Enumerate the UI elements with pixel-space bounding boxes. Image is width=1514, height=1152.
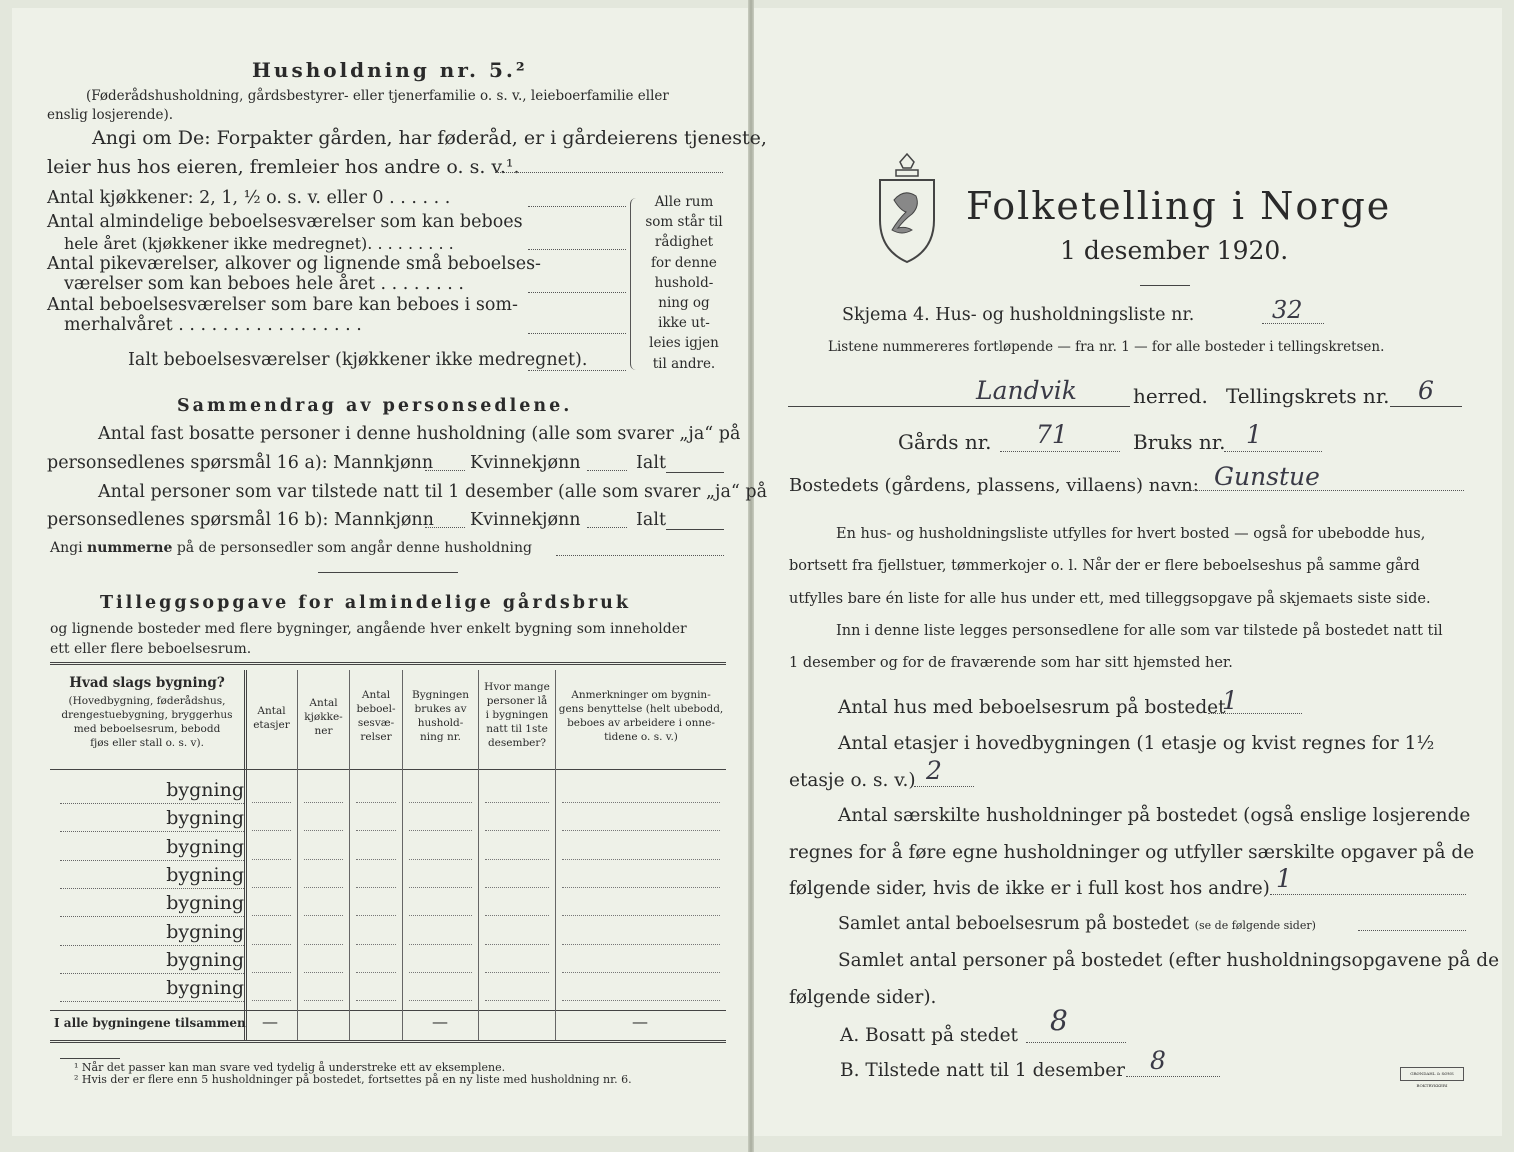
table-cell[interactable] <box>409 915 472 916</box>
table-cell[interactable] <box>485 972 549 973</box>
table-row-building-label: bygning <box>60 949 244 974</box>
total-rooms-note: (se de følgende sider) <box>1194 919 1316 932</box>
summary-line-2: personsedlenes spørsmål 16 a): Mannkjønn <box>47 453 434 473</box>
table-cell[interactable] <box>252 1000 291 1001</box>
summary-title: Sammendrag av personsedlene. <box>177 396 573 416</box>
table-cell[interactable] <box>356 859 396 860</box>
resident-label: A. Bosatt på stedet <box>840 1025 1018 1046</box>
floors-line <box>914 786 974 787</box>
table-cell[interactable] <box>485 802 549 803</box>
total-persons-label-1: Samlet antal personer på bostedet (efter husholdningsopgavene på de <box>838 950 1500 971</box>
floors-label-2: etasje o. s. v.) <box>789 770 916 791</box>
table-cell[interactable] <box>485 859 549 860</box>
table-cell[interactable] <box>485 887 549 888</box>
instruction-1a: En hus- og husholdningsliste utfylles for hvert bosted — også for ubebodde hus, <box>836 526 1426 542</box>
numbers-label-lead: Angi <box>50 540 83 556</box>
th-floors-line: etasjer <box>253 719 290 731</box>
rooms-field-1[interactable] <box>528 249 626 250</box>
kitchens-field[interactable] <box>528 206 626 207</box>
form-title: Folketelling i Norge <box>966 184 1392 228</box>
printer-stamp: GRØNDAHL & SØNS BOKTRYKKERI <box>1400 1067 1464 1081</box>
th-remarks-line: Anmerkninger om bygnin- <box>571 689 711 701</box>
resident-female-label: Kvinnekjønn <box>470 453 581 473</box>
instruction-2a: Inn i denne liste legges personsedlene for alle som var tilstede på bostedet natt til <box>836 623 1443 639</box>
th-persons-line: Hvor mange <box>484 681 550 693</box>
table-total-dash: — <box>632 1012 648 1031</box>
table-cell[interactable] <box>409 887 472 888</box>
table-row-building-label: bygning <box>60 864 244 889</box>
instruction-1b: bortsett fra fjellstuer, tømmerkojer o. l. Når der er flere beboelseshus på samme gård <box>789 558 1420 574</box>
side-note-line: hushold- <box>654 274 714 291</box>
th-rooms-line: relser <box>360 731 392 743</box>
side-note-line: som står til <box>645 214 723 231</box>
rooms-label-3b: merhalvåret . . . . . . . . . . . . . . . . . <box>64 315 362 335</box>
table-cell[interactable] <box>485 944 549 945</box>
households-label-1: Antal særskilte husholdninger på bostedet (også enslige losjerende <box>838 805 1471 826</box>
table-cell[interactable] <box>562 830 720 831</box>
present-label: B. Tilstede natt til 1 desember <box>840 1060 1125 1081</box>
household-intro-2: enslig losjerende). <box>47 107 174 123</box>
table-total-dash: — <box>432 1012 448 1031</box>
table-cell[interactable] <box>304 915 343 916</box>
summary-line-4: personsedlenes spørsmål 16 b): Mannkjønn <box>47 510 434 530</box>
table-cell[interactable] <box>356 830 396 831</box>
table-cell[interactable] <box>562 859 720 860</box>
th-kitchens-line: ner <box>314 725 333 737</box>
footnote-divider <box>60 1058 120 1059</box>
present-female-field[interactable] <box>587 527 627 528</box>
page-fold <box>748 0 754 1152</box>
table-cell[interactable] <box>356 972 396 973</box>
rooms-field-3[interactable] <box>528 333 626 334</box>
households-label-2: regnes for å føre egne husholdninger og utfyller særskilte opgaver på de <box>789 842 1475 863</box>
present-male-field[interactable] <box>425 527 465 528</box>
resident-female-field[interactable] <box>587 470 627 471</box>
th-kind-line: drengestuebygning, bryggerhus <box>61 709 233 721</box>
th-remarks-line: tidene o. s. v.) <box>604 731 678 743</box>
instruction-2b: 1 desember og for de fraværende som har sitt hjemsted her. <box>789 655 1233 671</box>
side-note-line: leies igjen <box>649 335 719 352</box>
schema-number-line <box>1262 323 1324 324</box>
th-used-by <box>403 688 478 744</box>
bruks-line <box>1224 451 1322 452</box>
table-cell[interactable] <box>252 915 291 916</box>
houses-label: Antal hus med beboelsesrum på bostedet <box>838 697 1226 718</box>
rooms-label-2a: Antal pikeværelser, alkover og lignende små beboelses- <box>47 254 541 274</box>
household-title: Husholdning nr. 5.² <box>252 58 528 82</box>
household-question-1: Angi om De: Forpakter gården, har føderåd, er i gårdeierens tjeneste, <box>92 127 767 149</box>
households-label-3: følgende sider, hvis de ikke er i full kost hos andre) <box>789 878 1270 899</box>
table-cell[interactable] <box>409 1000 472 1001</box>
resident-line <box>1026 1042 1126 1043</box>
table-cell[interactable] <box>252 830 291 831</box>
bosted-label: Bostedets (gårdens, plassens, villaens) navn: <box>789 475 1199 496</box>
side-note-line: ikke ut- <box>658 315 710 332</box>
th-kind-desc <box>52 694 242 750</box>
table-total-dash: — <box>262 1012 278 1031</box>
numbers-field[interactable] <box>556 555 724 556</box>
table-cell[interactable] <box>562 915 720 916</box>
table-cell[interactable] <box>304 802 343 803</box>
table-cell[interactable] <box>356 887 396 888</box>
census-date: 1 desember 1920. <box>1060 236 1289 265</box>
rooms-field-2[interactable] <box>528 292 626 293</box>
th-remarks-line: gens benyttelse (helt ubebodd, <box>558 703 724 715</box>
footnote-2: ² Hvis der er flere enn 5 husholdninger på bostedet, fortsettes på en ny liste med husholdning nr. 6. <box>74 1073 632 1086</box>
rooms-label-1b: hele året (kjøkkener ikke medregnet). . . . . . . . . <box>64 234 454 253</box>
table-cell[interactable] <box>252 859 291 860</box>
side-note-line: Alle rum <box>654 194 714 210</box>
table-row-building-label: bygning <box>60 807 244 832</box>
household-intro-1: (Føderådshusholdning, gårdsbestyrer- eller tjenerfamilie o. s. v., leieboerfamilie eller <box>86 88 669 104</box>
th-persons-line: natt til 1ste <box>486 723 548 735</box>
th-remarks <box>556 688 726 744</box>
total-rooms-text: Samlet antal beboelsesrum på bostedet <box>838 914 1190 934</box>
herred-line <box>788 406 1130 407</box>
coat-of-arms-icon <box>872 152 942 264</box>
rooms-label-1a: Antal almindelige beboelsesværelser som kan beboes <box>47 212 523 232</box>
supplement-title: Tilleggsopgave for almindelige gårdsbruk <box>100 593 632 613</box>
table-cell[interactable] <box>562 972 720 973</box>
summary-line-1: Antal fast bosatte personer i denne husholdning (alle som svarer „ja“ på <box>98 424 741 444</box>
gards-line <box>1000 451 1120 452</box>
table-row-building-label: bygning <box>60 921 244 946</box>
krets-value[interactable]: 6 <box>1418 376 1434 405</box>
table-cell[interactable] <box>304 1000 343 1001</box>
table-bottom-border <box>50 1040 726 1043</box>
table-cell[interactable] <box>252 802 291 803</box>
side-note-line: for denne <box>651 254 717 271</box>
supplement-line-1: og lignende bosteder med flere bygninger, angående hver enkelt bygning som inneholder <box>50 621 687 637</box>
side-note <box>644 192 724 374</box>
th-used-by-line: ning nr. <box>420 731 461 743</box>
side-note-line: ning og <box>658 295 710 312</box>
th-used-by-line: Bygningen <box>412 689 469 701</box>
present-total-field[interactable] <box>666 529 724 530</box>
numbers-label-bold: nummerne <box>87 540 173 556</box>
table-cell[interactable] <box>304 887 343 888</box>
floors-label-1: Antal etasjer i hovedbygningen (1 etasje og kvist regnes for 1½ <box>838 733 1435 754</box>
schema-number[interactable]: 32 <box>1272 296 1303 324</box>
numbering-note: Listene nummereres fortløpende — fra nr. 1 — for alle bosteder i tellingskretsen. <box>828 339 1385 355</box>
th-used-by-line: brukes av <box>414 703 467 715</box>
th-persons-line: desember? <box>487 737 547 749</box>
table-cell[interactable] <box>356 944 396 945</box>
herred-label: herred. <box>1133 384 1208 408</box>
table-cell[interactable] <box>252 972 291 973</box>
resident-value[interactable]: 8 <box>1050 1004 1068 1037</box>
th-kind-line: med beboelsesrum, bebodd <box>73 723 221 735</box>
bruks-value[interactable]: 1 <box>1246 420 1262 449</box>
th-kitchens <box>298 696 349 738</box>
table-cell[interactable] <box>356 1000 396 1001</box>
present-total-label: Ialt <box>636 510 666 530</box>
th-floors-line: Antal <box>257 705 286 717</box>
present-value[interactable]: 8 <box>1150 1046 1166 1075</box>
side-note-line: til andre. <box>652 355 716 372</box>
household-question-2: leier hus hos eieren, fremleier hos andre o. s. v.¹. <box>47 156 520 178</box>
table-top-border <box>50 662 726 665</box>
footnote-1: ¹ Når det passer kan man svare ved tydelig å understreke ett av eksemplene. <box>74 1061 506 1074</box>
table-cell[interactable] <box>409 944 472 945</box>
th-floors <box>246 704 297 732</box>
table-row-building-label: bygning <box>60 836 244 861</box>
th-kitchens-line: kjøkke- <box>304 711 343 723</box>
krets-label: Tellingskrets nr. <box>1226 384 1390 408</box>
bosted-line <box>1178 490 1464 491</box>
total-rooms-label: Ialt beboelsesværelser (kjøkkener ikke medregnet). <box>128 350 588 370</box>
table-cell[interactable] <box>409 802 472 803</box>
th-rooms-line: Antal <box>361 689 391 701</box>
table-row-building-label: bygning <box>60 977 244 1002</box>
th-kind-line: fjøs eller stall o. s. v). <box>90 737 204 749</box>
table-cell[interactable] <box>304 830 343 831</box>
table-cell[interactable] <box>409 830 472 831</box>
rooms-label-3a: Antal beboelsesværelser som bare kan beboes i som- <box>47 295 518 315</box>
table-row-building-label: bygning <box>60 779 244 804</box>
table-cell[interactable] <box>562 887 720 888</box>
table-cell[interactable] <box>304 944 343 945</box>
th-kind-title: Hvad slags bygning? <box>69 675 225 691</box>
side-note-line: rådighet <box>654 234 714 251</box>
houses-line <box>1208 713 1302 714</box>
th-used-by-line: hushold- <box>417 717 464 729</box>
present-female-label: Kvinnekjønn <box>470 510 581 530</box>
table-row-building-label: bygning <box>60 892 244 917</box>
total-rooms-label-right <box>838 914 1316 934</box>
instruction-1c: utfylles bare én liste for alle hus under ett, med tilleggsopgave på skjemaets siste side. <box>789 591 1431 607</box>
total-persons-label-2: følgende sider). <box>789 987 937 1008</box>
resident-total-label: Ialt <box>636 453 666 473</box>
table-header-border <box>50 769 726 770</box>
title-divider <box>1140 285 1190 286</box>
th-persons-line: i bygningen <box>485 709 549 721</box>
bruks-label: Bruks nr. <box>1133 430 1226 454</box>
table-cell[interactable] <box>562 1000 720 1001</box>
table-cell[interactable] <box>562 944 720 945</box>
th-remarks-line: beboes av arbeidere i onne- <box>567 717 715 729</box>
table-cell[interactable] <box>485 915 549 916</box>
gards-label: Gårds nr. <box>898 430 992 454</box>
table-cell[interactable] <box>356 802 396 803</box>
side-brace <box>630 198 641 370</box>
th-kitchens-line: Antal <box>309 697 338 709</box>
numbers-label <box>50 540 532 556</box>
summary-line-3: Antal personer som var tilstede natt til 1 desember (alle som svarer „ja“ på <box>98 482 768 502</box>
supplement-line-2: ett eller flere beboelsesrum. <box>50 641 252 657</box>
table-cell[interactable] <box>409 972 472 973</box>
table-cell[interactable] <box>356 915 396 916</box>
table-cell[interactable] <box>304 972 343 973</box>
resident-total-field[interactable] <box>666 472 724 473</box>
krets-line <box>1390 406 1462 407</box>
th-persons-line: personer lå <box>486 695 548 707</box>
households-value[interactable]: 1 <box>1276 864 1292 893</box>
numbers-label-rest: på de personsedler som angår denne husholdning <box>176 540 532 556</box>
rooms-label-2b: værelser som kan beboes hele året . . . . . . . . <box>64 274 464 294</box>
table-total-label: I alle bygningene tilsammen <box>54 1016 246 1030</box>
total-rooms-field[interactable] <box>528 370 626 371</box>
table-cell[interactable] <box>304 859 343 860</box>
table-cell[interactable] <box>409 859 472 860</box>
th-rooms-line: sesvæ- <box>357 717 395 729</box>
table-cell[interactable] <box>485 1000 549 1001</box>
floors-value[interactable]: 2 <box>926 756 942 785</box>
section-divider <box>318 572 458 573</box>
herred-value[interactable]: Landvik <box>976 376 1077 405</box>
th-persons <box>479 680 555 750</box>
present-line <box>1126 1076 1220 1077</box>
table-cell[interactable] <box>252 887 291 888</box>
th-kind-line: (Hovedbygning, føderådshus, <box>68 695 226 707</box>
total-rooms-line[interactable] <box>1358 930 1466 931</box>
bosted-value[interactable]: Gunstue <box>1214 462 1320 491</box>
kitchens-label: Antal kjøkkener: 2, 1, ½ o. s. v. eller 0 . . . . . . <box>47 188 451 208</box>
houses-value[interactable]: 1 <box>1222 686 1238 715</box>
table-cell[interactable] <box>485 830 549 831</box>
table-cell[interactable] <box>252 944 291 945</box>
schema-label: Skjema 4. Hus- og husholdningsliste nr. <box>842 305 1195 325</box>
question-answer-line[interactable] <box>495 172 723 173</box>
th-rooms <box>350 688 402 744</box>
table-total-border-top <box>50 1010 726 1011</box>
households-line <box>1270 894 1466 895</box>
gards-value[interactable]: 71 <box>1036 420 1068 449</box>
th-rooms-line: beboel- <box>356 703 396 715</box>
table-cell[interactable] <box>562 802 720 803</box>
resident-male-field[interactable] <box>425 470 465 471</box>
